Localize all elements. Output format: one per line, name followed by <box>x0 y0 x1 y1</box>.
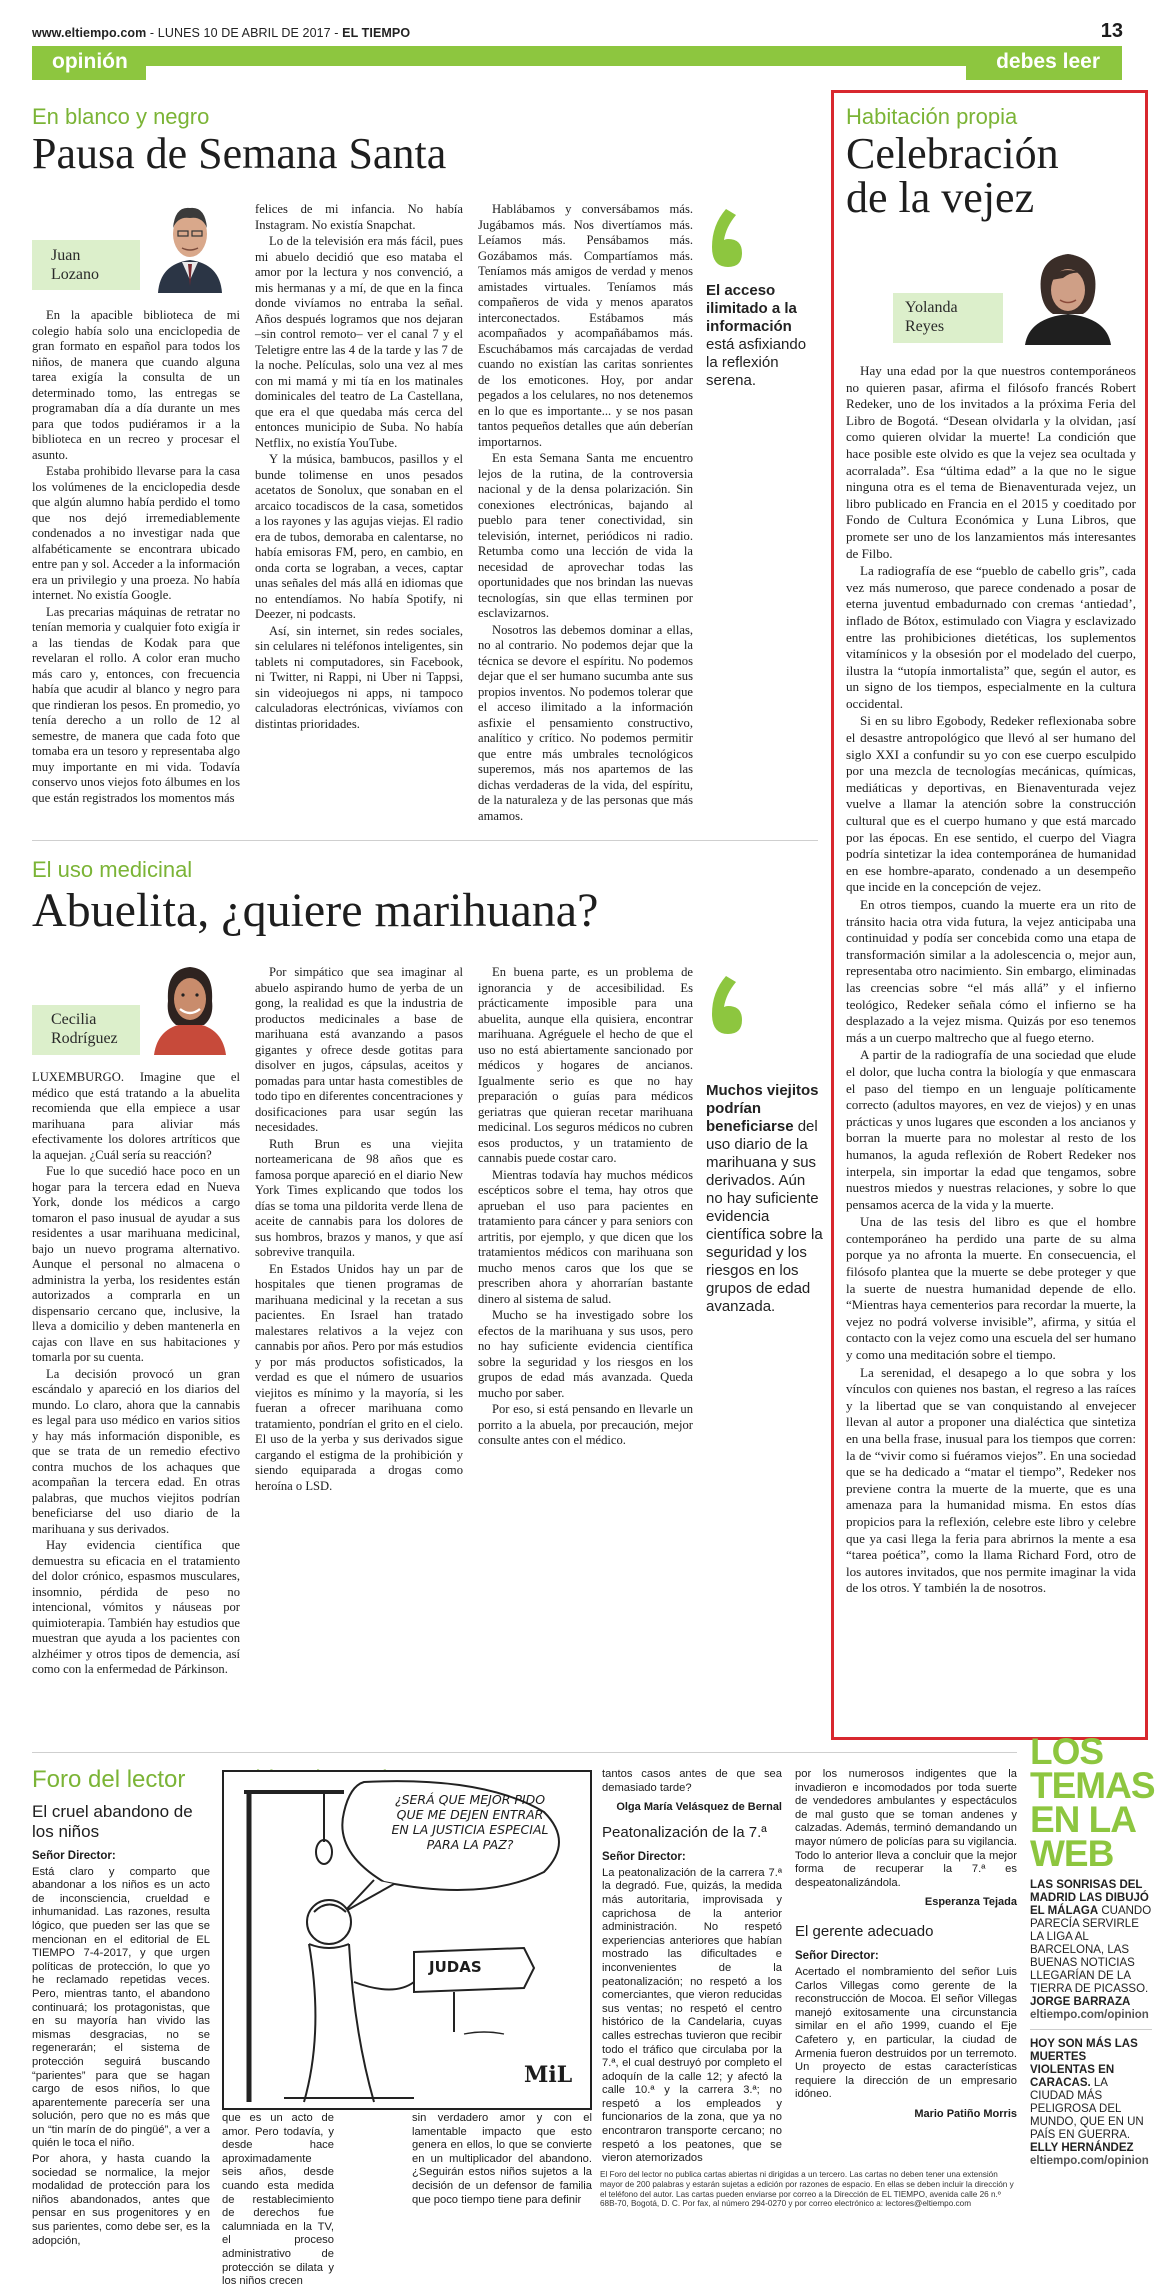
author-photo-reyes <box>1003 240 1133 345</box>
paragraph: Y la música, bambucos, pasillos y el bunde tolimense en unos pesados acetatos de Sonolux, que sonaban en el arcaico tocadiscos de la casa, sometidos a los rayones y las agujas viejas. El radio era de tubos, demoraba en calentarse, no había emisoras FM, pero, en cambio, en onda corta se lograban, a veces, captar unas señales del más allá en idiomas que no entendíamos. No había Spotify, ni Deezer, ni podcasts. <box>255 452 463 621</box>
web-teaser-caracas[interactable]: HOY SON MÁS LAS MUERTES VIOLENTAS EN CARACAS. LA CIUDAD MÁS PELIGROSA DEL MUNDO, QUE EN UN PAÍS EN GUERRA. ELLY HERNÁNDEZ <box>1030 2038 1144 2154</box>
paragraph: En Estados Unidos hay un par de hospitales que tienen programas de marihuana medicinal y la recetan a sus pacientes. En Israel han tratado malestares relativos a la vejez con cannabis por años. Pero por más estudios y por más productos sofisticados, la verdad es que el número de usuarios viejitos es mínimo y la mayoría, si les fueran a ofrecer marihuana como tratamiento, pondrían el grito en el cielo. El uso de la yerba y sus derivados sigue cargando el estigma de la prohibición y siendo equiparada a drogas como heroína o LSD. <box>255 1261 463 1493</box>
letters-column-4 <box>795 1768 1017 2120</box>
letters-column-3 <box>602 1768 782 2168</box>
paragraph: La peatonalización de la carrera 7.ª la degradó. Fue, quizás, la medida más autoritaria, improvisada y caprichosa de la anterior administración. No respetó experiencias anteriores que habían mostrado las dificultades e inconvenientes de la peatonalización; no respetó a los comerciantes, que vieron reducidas sus ventas; no respetó el centro histórico de la Candelaria, cuyas calles estrechas tuvieron que recibir todo el tráfico que circulaba por la 7.ª, el cual destruyó por completo el adoquín de la calle 12; y afectó la calle 10.ª y la carrera 3.ª; no respetó a los empleados y funcionarios de la zona, que ya no encontraron transporte cercano; no respetó a los peatones, que se vieron atemorizados <box>602 1866 782 2165</box>
paragraph: LUXEMBURGO. Imagine que el médico que está tratando a la abuelita recomienda que ella empiece a usar marihuana para aliviar más efectivamente los dolores artríticos que la aquejan. ¿Cuál sería su reacción? <box>32 1070 240 1162</box>
paragraph: En buena parte, es un problema de ignorancia y de accesibilidad. Es prácticamente imposible para una abuelita, aunque ella quisiera, encontrar marihuana. Agréguele el hecho de que el uso no está abiertamente sancionado por médicos y hogares de ancianos. Igualmente serio es que no hay preparación o guías para médicos geriatras que quieran recetar marihuana medicinal. Los seguros médicos no cubren esos productos, y un tratamiento de cannabis puede costar caro. <box>478 965 693 1165</box>
letter-title-abandono: El cruel abandono de los niños <box>32 1802 193 1841</box>
paragraph: Por simpático que sea imaginar al abuelo aspirando humo de yerba de un gong, la realidad es que la industria de productos medicinales a base de marihuana está avanzando a pasos gigantes y ofrece desde gotitas para disolver en jugos, cápsulas, aceitos y pomadas para untar hasta comestibles de todo tipo en diferentes concentraciones y dosificaciones para usar según las necesidades. <box>255 965 463 1134</box>
paragraph: Si en su libro Egobody, Redeker reflexionaba sobre el desastre antropológico que llevó al ser humano del siglo XXI a confundir su yo con ese cuerpo esculpido por una mezcla de tecnologías mecánicas, químicas, mediáticas y deportivas, en Bienaventurada vejez vuelve a llamar la atención sobre la construcción cultural que es el cuerpo humano y que está marcado por las épocas. En ese sentido, el cuerpo del Viagra podría sintetizar la idea contemporánea de humanidad en ese hombre-aparato, condenado a un desempeño que incide en la concepción de vejez. <box>846 713 1136 895</box>
web-link[interactable]: eltiempo.com/opinion <box>1030 2155 1149 2167</box>
letter-title-peatonalizacion: Peatonalización de la 7.ª <box>602 1824 767 1842</box>
paper-name: EL TIEMPO <box>342 26 411 40</box>
letter-signature: Olga María Velásquez de Bernal <box>616 1801 782 1814</box>
portrait-lozano-icon <box>140 188 240 293</box>
paragraph: Fue lo que sucedió hace poco en un hogar para la tercera edad en Nueva York, donde los médicos a cargo tomaron el paso inusual de ayudar a sus residentes a usar marihuana medicinal, bajo un nuevo programa alternativo. Aunque el personal no almacena o administra la yerba, los residentes están autorizados a comprarla en un dispensario cercano que, inclusive, la lleva a domicilio y deben mantenerla en cajas con llave en sus habitaciones y tomarla por su cuenta. <box>32 1164 240 1364</box>
letter-title-gerente: El gerente adecuado <box>795 1923 934 1941</box>
paragraph: La serenidad, el desapego a lo que sobra y los vínculos con quienes nos bastan, el regreso a las raíces y la libertad que se van conquistando al envejecer llevan al autor a proponer una dialéctica que sintetiza en una bella frase, inusual para los tiempos que corren: la de “vivir como si fuéramos viejos”. En una sociedad que se ha dedicado a “matar el tiempo”, Redeker nos previene contra la muerte de la muerte, que es una amenaza para la humanidad misma. En estos días propicios para la reflexión, celebre este libro y celebre que ya casi llega la feria para abrirnos la mente a esa “tarea poética”, como la llama Richard Ford, otro de los autores invitados, que nos permite imaginar la vida de los otros. Y también la de nosotros. <box>846 1364 1136 1596</box>
letter-peatonalizacion-end: por los numerosos indigentes que la invadieron e incomodados por toda suerte de vendedores ambulantes y espectáculos de mal gusto que se toman andenes y calzadas. Además, terminó demandando un mayor número de policías para su vigilancia. Todo lo anterior lleva a concluir que la mejor forma de recuperar la 7.ª es despeatonalizándola. <box>795 1768 1017 1889</box>
cartoon-speech-balloon: ¿SERÁ QUE MEJOR PIDO QUE ME DEJEN ENTRAR EN LA JUSTICIA ESPECIAL PARA LA PAZ? <box>391 1792 549 1852</box>
temas-en-la-web <box>1030 1731 1155 2167</box>
letter-salutation: Señor Director: <box>32 1850 116 1862</box>
letter-signature: Esperanza Tejada <box>924 1896 1017 1909</box>
paragraph: En esta Semana Santa me encuentro lejos de la rutina, de la controversia nacional y de la densa polarización. Sin conexiones electrónicas, bajando al pueblo para tener conectividad, sin televisión, internet, periódicos ni radio. Retumba como una lección de vida la necesidad de aprovechar todas las oportunidades que nos brindan las nuevas tecnologías, sin que ellas terminen por esclavizarnos. <box>478 451 693 620</box>
site-url[interactable]: www.eltiempo.com <box>32 26 147 40</box>
quote-mark-icon <box>706 972 746 1042</box>
kicker-habitacion-propia: Habitación propia <box>846 104 1018 129</box>
article-pausa-col3 <box>478 202 693 825</box>
article-pausa-col2 <box>255 202 463 733</box>
letter-abandono-cont2: sin verdadero amor y con el lamentable impacto que esto genera en ellos, lo que se convierte en un multiplicador del abandono. ¿Seguirán estos niños sujetos a la decisión de un defensor de familia que poco tiempo tiene para definir <box>412 2112 592 2206</box>
temas-title: LOS TEMAS EN LA WEB <box>1030 1731 1155 1874</box>
letter-abandono-body <box>32 1850 210 2250</box>
paragraph: Estaba prohibido llevarse para la casa los volúmenes de la enciclopedia desde que algún alumno había perdido el tomo que nos dejó irremediablemente condenados a no investigar nada que alfabéticamente se encontrara ubicado entre pan y sol. Acceder a la información era un privilegio y una proeza. No había internet. No existía Google. <box>32 464 240 602</box>
quote-mark-icon <box>706 205 746 275</box>
author-name-lozano: Juan Lozano <box>51 247 99 283</box>
paragraph: Una de las tesis del libro es que el hombre contemporáneo ha perdido una parte de su alma porque ya no afronta la muerte. En consecuencia, el filósofo plantea que la muerte se debe proteger y que la suerte de nuestra humanidad depende de ello. “Mientras haya cementerios para recordar la muerte, la vejez no podrá volverse invisible”, afirma, y sitúa el contacto con la vejez como una escuela del ser humano y como una meditación sobre el tiempo. <box>846 1214 1136 1363</box>
article-abuelita-col1 <box>32 1070 240 1679</box>
article-abuelita-col3 <box>478 965 693 1450</box>
web-teaser-madrid[interactable]: LAS SONRISAS DEL MADRID LAS DIBUJÓ EL MÁLAGA CUANDO PARECÍA SERVIRLE LA LIGA AL BARCELONA, LAS BUENAS NOTICIAS LLEGARÍAN DE LA TIERRA DE PICASSO. JORGE BARRAZA <box>1030 1879 1152 2008</box>
letter-abandono-end: tantos casos antes de que sea demasiado tarde? <box>602 1768 782 1794</box>
author-photo-rodriguez <box>140 955 240 1055</box>
letter-gerente-body <box>795 1950 1017 2102</box>
divider <box>32 840 818 841</box>
headline-vejez: Celebración de la vejez <box>846 129 1059 222</box>
headline-pausa: Pausa de Semana Santa <box>32 129 447 178</box>
paragraph: Las precarias máquinas de retratar no tenían memoria y cualquier foto exigía ir a las tiendas de Kodak para que revelaran el rollo. A color eran mucho más caro y, entonces, con frecuencia había que acudir al blanco y negro para que rindieran los pesos. En promedio, yo tenía derecho a un rollo de 12 al semestre, de manera que cada foto que tomaba era un tesoro y representaba algo muy importante en mi vida. Todavía conservo unos viejos foto álbumes en los que están registrados los momentos más <box>32 604 240 805</box>
letter-peatonalizacion-body <box>602 1851 782 2166</box>
article-pausa-col1 <box>32 308 240 807</box>
web-link[interactable]: eltiempo.com/opinion <box>1030 2009 1149 2021</box>
section-bar <box>32 46 1122 66</box>
issue-date: - LUNES 10 DE ABRIL DE 2017 - <box>146 26 343 40</box>
paragraph: Hay una edad por la que nuestros contemporáneos no quieren pasar, afirma el filósofo francés Robert Redeker, uno de los invitados a la próxima Feria del Libro de Bogotá. “Desean olvidarla y la olvidan, ¡así como quieren olvidar la muerte! La condición que hace posible este olvido es que la vejez sea ocultada y acorralada”. Esa “última edad” a la que no le sigue ninguna otra es el tema de Bienaventurada vejez, un libro publicado en Francia en el 2015 y coeditado por Fondo de Cultura Económica y Luna Libros, que promete ser uno de los lanzamientos más interesantes de Filbo. <box>846 363 1136 561</box>
author-photo-lozano <box>140 188 240 293</box>
headline-abuelita: Abuelita, ¿quiere marihuana? <box>32 884 599 937</box>
letter-salutation: Señor Director: <box>795 1950 879 1963</box>
paragraph: Por ahora, y hasta cuando la sociedad se normalice, la mejor modalidad de protección para los niños abandonados, antes que pensar en sus progenitores y en sus parientes, como debe ser, es la adopción, <box>32 2153 210 2247</box>
pull-quote-abuelita: Muchos viejitos podrían beneficiarse del uso diario de la marihuana y sus derivados. Aún no hay suficiente evidencia científica sobre la seguridad y los riesgos en los grupos de edad avanzada. <box>706 1082 823 1315</box>
cartoonist-signature: MiL <box>524 2062 573 2088</box>
article-vejez-body <box>846 363 1136 1598</box>
cartoon-sign-text: JUDAS <box>429 1958 482 1976</box>
paragraph: Hablábamos y conversábamos más. Jugábamos más. Nos divertíamos más. Leíamos más. Pensábamos más. Gozábamos más. Compartíamos más. Teníamos más amigos de verdad y menos amistades virtuales. Teníamos más compañeros de vida y menos aparatos interconectados. Estábamos más acompañados y acompañábamos más. Escuchábamos más carcajadas de verdad cuando no existían las caritas sonrientes de los emoticones. Hoy, por andar pegados a los celulares, no nos detenemos en lo que es importante... y se nos pasan tantos pequeños detalles que aún deberían importarnos. <box>478 202 693 449</box>
letter-salutation: Señor Director: <box>602 1851 686 1864</box>
letters-policy-footnote: El Foro del lector no publica cartas abiertas ni dirigidas a un tercero. Las cartas no deben tener una extensión mayor de 200 palabras y estarán sujetas a edición por razones de espacio. En ellas se deben incluir la dirección y el teléfono del autor. Las cartas pueden enviarse por correo a la Dirección de EL TIEMPO, avenida calle 26 n.º 68B-70, Bogotá, D. C. Por fax, al número 294-0270 y por correo electrónico a: lectores@eltiempo.com <box>600 2170 1014 2209</box>
divider <box>1030 2029 1152 2030</box>
paragraph: En la apacible biblioteca de mi colegio había solo una enciclopedia de gran formato en español para todos los niños, de manera que cuando alguna tarea exigía la consulta de un determinado tomo, las entregas se programaban día a día durante un mes para que todos pudiéramos ir a la biblioteca en un recreo y procesar el asunto. <box>32 308 240 462</box>
article-abuelita-col2 <box>255 965 463 1495</box>
section-foro-lector: Foro del lector <box>32 1766 186 1793</box>
paragraph: Nosotros las debemos dominar a ellas, no al contrario. No podemos dejar que la técnica se devore el espíritu. No podemos dejar que el ser humano sucumba ante sus propios inventos. No podemos tolerar que el acceso ilimitado a la información asfixie el pensamiento constructivo, analítico y crítico. No podemos permitir que entre más umbrales tecnológicos superemos, más nos apartemos de las dichas verdaderas de la vida, del espíritu, de la naturaleza y de las personas que más amamos. <box>478 622 693 823</box>
paragraph: La decisión provocó un gran escándalo y apareció en los diarios del mundo. Lo claro, ahora que la cannabis es legal para uso médico en varios sitios y hay más información disponible, es que se trata de un remedio efectivo contra muchos de los achaques que acompañan la tercera edad. En otras palabras, que muchos viejitos podrían beneficiarse del uso diario de la marihuana y sus derivados. <box>32 1366 240 1536</box>
paragraph: La radiografía de ese “pueblo de cabello gris”, cada vez más numeroso, que parece condenado a posar de eterna juventud embadurnado con cremas ‘antiedad’, inflado de Bótox, estimulado con Viagra y esclavizado entre las prohibiciones dietéticas, los suplementos vitamínicos y la obsesión por el modelado del cuerpo, ilustra la “utopía inmortalista” que, según el autor, es un signo de los tiempos, especialmente en la cultura occidental. <box>846 563 1136 711</box>
masthead-line <box>32 26 410 40</box>
paragraph: Así, sin internet, sin redes sociales, sin celulares ni teléfonos inteligentes, sin tablets ni computadores, sin Facebook, ni Twitter, ni Rappi, ni Uber ni Tappsi, sin videojuegos ni apps, ni tampoco calculadoras electrónicas, vivíamos con distintas prioridades. <box>255 623 463 731</box>
kicker-blanco-negro: En blanco y negro <box>32 104 210 129</box>
editorial-cartoon <box>222 1770 592 2110</box>
paragraph: Por eso, si está pensando en llevarle un porrito a la abuela, por precaución, mejor consulte antes con el médico. <box>478 1402 693 1447</box>
paragraph: Acertado el nombramiento del señor Luis Carlos Villegas como gerente de la reconstrucción de Mocoa. El señor Villegas manejó exitosamente una circunstancia similar en el año 1999, cuando el Eje Cafetero y, en particular, la ciudad de Armenia fueron destruidos por un terremoto. Un proyecto de estas características requiere la dirección de un empresario idóneo. <box>795 1965 1017 2101</box>
section-label-opinion: opinión <box>32 46 146 80</box>
paragraph: Mientras todavía hay muchos médicos escépticos sobre el tema, hay otros que aprueban el uso para pacientes en tratamiento para cáncer y para seniors con artritis, por ejemplo, y que dicen que los tratamientos médicos con marihuana son mucho menos caros que los que se prescriben ahora y ahorrarían bastante dinero al sistema de salud. <box>478 1167 693 1306</box>
author-name-reyes: Yolanda Reyes <box>905 299 958 335</box>
paragraph: Ruth Brun es una viejita norteamericana de 98 años que es famosa porque apareció en el diario New York Times explicando que todos los días se toma una pildorita verde llena de aceite de cannabis para los dolores de sus hombros, brazos y manos, y que así sobrevive tranquila. <box>255 1136 463 1259</box>
letter-signature: Mario Patiño Morris <box>914 2107 1017 2120</box>
paragraph: Hay evidencia científica que demuestra su eficacia en el tratamiento del dolor crónico, espasmos musculares, insomnio, pérdida de peso no intencional, vómitos y náuseas por quimioterapia. También hay estudios que muestran que ayuda a los pacientes con alzhéimer y otros tipos de demencia, así como con la enfermedad de Párkinson. <box>32 1538 240 1676</box>
portrait-reyes-icon <box>1003 240 1133 345</box>
kicker-uso-medicinal: El uso medicinal <box>32 857 193 882</box>
letter-abandono-cont1: que es un acto de amor. Pero todavía, y desde hace aproximadamente seis años, desde cuando esta medida de restablecimiento de derechos fue calumniada en la TV, el proceso administrativo de protección se dilata y los niños crecen <box>222 2112 334 2288</box>
portrait-rodriguez-icon <box>140 955 240 1055</box>
paragraph: Mucho se ha investigado sobre los efectos de la marihuana y sus usos, pero no hay suficiente evidencia científica sobre la seguridad y los riesgos en los grupos de edad más avanzada. Queda mucho por saber. <box>478 1308 693 1400</box>
paragraph: A partir de la radiografía de una sociedad que elude el dolor, que lucha contra la biología y que enmascara el paso del tiempo en un lenguaje políticamente correcto (adultos mayores, en vez de viejos) y en unas prácticas y unos lugares que esconden a los ancianos y borran la muerte para no molestar al resto de los humanos, la aguda reflexión de Robert Redeker nos interpela, sin importar la edad que tengamos, sobre nuestros miedos y nuestras relaciones, y sobre lo que pensamos acerca de la vida y la muerte. <box>846 1047 1136 1212</box>
paragraph: felices de mi infancia. No había Instagram. No existía Snapchat. <box>255 202 463 232</box>
section-label-debes-leer: debes leer <box>966 46 1122 80</box>
author-name-rodriguez: Cecilia Rodríguez <box>51 1011 118 1047</box>
paragraph: Está claro y comparto que abandonar a los niños es un acto de inconsciencia, crueldad e inhumanidad. Las razones, resulta lógico, que pueden ser las que se mencionan en el editorial de EL TIEMPO 7-4-2017, y que urgen políticas de protección, lo que yo he reclamado repetidas veces. Pero, mientras tanto, el abandono continuará; los protagonistas, que en su mayoría han vivido las mismas desgracias, no se regenerarán; el sistema de protección seguirá buscando “parientes” para que se hagan cargo de esos niños, lo que aparentemente parecería ser una solución, pero que no es más que un “tin marín de do pingüé”, a ver a quién le toca el niño. <box>32 1865 210 2150</box>
page-number: 13 <box>1100 20 1123 42</box>
pull-quote-pausa: El acceso ilimitado a la información está asfixiando la reflexión serena. <box>706 282 807 389</box>
paragraph: En otros tiempos, cuando la muerte era un rito de tránsito hacia otra vida futura, la vejez anticipaba una continuidad y podía ser concebida como una etapa de transformación similar a la adolescencia o, mejor aun, representaba otro nacimiento. Sin embargo, eliminadas las creencias sobre “el más allá” y el infierno teológico, Redeker señala cómo el infierno se ha desplazado a la vejez misma. Quizás por eso tenemos más a un cuerpo maltrecho que al fuego eterno. <box>846 897 1136 1045</box>
paragraph: Lo de la televisión era más fácil, pues mi abuelo decidió que eso mataba el amor por la lectura y nos convenció, a mis hermanas y a mí, de que en la finca donde vivíamos no entraba la señal. Años después logramos que nos dejaran –sin control remoto– ver el canal 7 y el Teletigre entre las 4 de la tarde y las 7 de la noche. Películas, solo una vez al mes con mi mamá y mi tía en los matinales dominicales del teatro de La Castellana, que era el que quedaba más cerca del entonces municipio de Suba. No había Netflix, no existía YouTube. <box>255 234 463 450</box>
divider <box>32 1752 1017 1753</box>
